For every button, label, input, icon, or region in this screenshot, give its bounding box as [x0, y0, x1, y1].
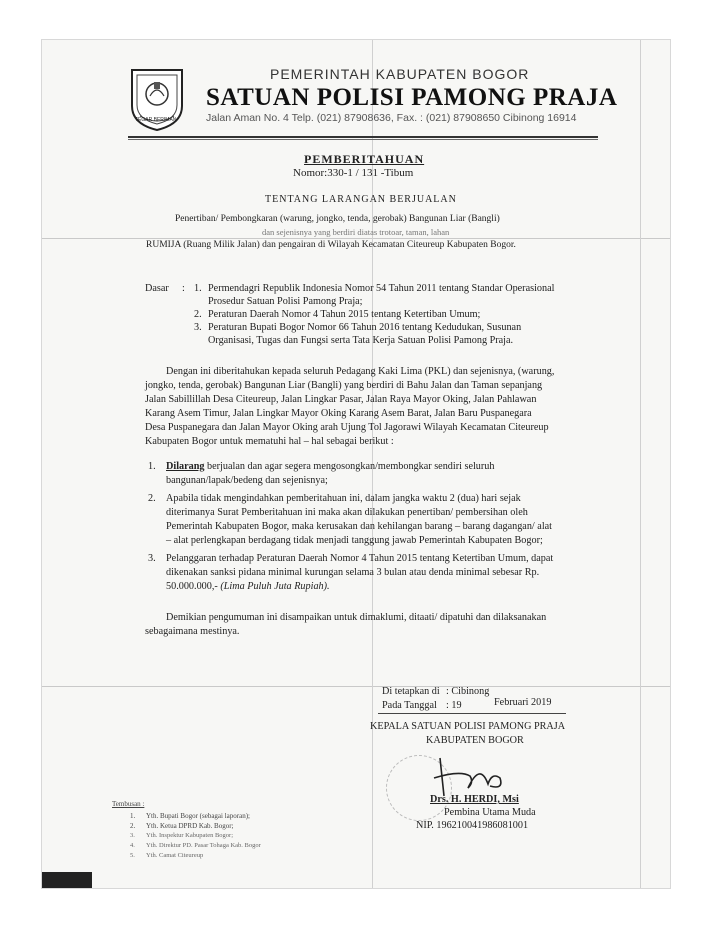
cc-number: 5.	[130, 852, 135, 859]
dasar-label: Dasar	[145, 283, 169, 294]
cc-item: Yth. Bupati Bogor (sebagai laporan);	[146, 812, 251, 820]
scan-edge	[42, 872, 92, 888]
point-bold-word: Dilarang	[166, 461, 205, 472]
point-text-rest: berjualan dan agar segera mengosongkan/membongkar sendiri seluruh	[204, 461, 495, 472]
cc-number: 2.	[130, 822, 136, 830]
dasar-colon: :	[182, 283, 185, 294]
intro-line: Karang Asem Timur, Jalan Lingkar Mayor Oking Karang Asem Barat, Jalan Baru Puspanegara	[145, 408, 532, 419]
point-number: 2.	[148, 493, 156, 504]
point-text: Pemerintah Kabupaten Bogor, maka kerusakan dan kehilangan barang – barang dagangan/ alat	[166, 521, 553, 532]
closing-line: Demikian pengumuman ini disampaikan untuk dimaklumi, ditaati/ dipatuhi dan dilaksanakan	[166, 612, 547, 623]
letter-number: Nomor:330-1 / 131 -Tibum	[293, 167, 414, 179]
point-text: dikenakan sanksi pidana minimal kurungan selama 3 bulan atau denda minimal sebesar Rp.	[166, 567, 540, 578]
closing-line: sebagaimana mestinya.	[145, 626, 240, 637]
point-number: 1.	[148, 461, 156, 472]
point-text: diterimanya Surat Pemberitahuan ini maka akan dilakukan penertiban/ pembersihan oleh	[166, 507, 528, 518]
date-label: Pada Tanggal	[382, 700, 437, 711]
subject-line: dan sejenisnya yang berdiri diatas trotoar, taman, lahan	[262, 227, 450, 237]
signatory-nip: NIP. 196210041986081001	[416, 820, 529, 831]
emblem-motto: TEGAR BERIMAN	[135, 117, 177, 123]
point-text: Apabila tidak mengindahkan pemberitahuan ini, dalam jangka waktu 2 (dua) hari sejak	[166, 493, 521, 504]
point-text: Pelanggaran terhadap Peraturan Daerah Nomor 4 Tahun 2015 tentang Ketertiban Umum, dapat	[166, 553, 554, 564]
dasar-number: 1.	[194, 283, 202, 294]
date-day: : 19	[446, 700, 462, 711]
dasar-number: 2.	[194, 309, 202, 320]
intro-line: jongko, tenda, gerobak) Bangunan Liar (Bangli) yang berdiri di Bahu Jalan dan Taman sepanjang	[145, 380, 543, 391]
cc-number: 1.	[130, 812, 136, 820]
cc-item: Yth. Ketua DPRD Kab. Bogor;	[146, 822, 234, 830]
dasar-number: 3.	[194, 322, 202, 333]
fine-amount-words: (Lima Puluh Juta Rupiah).	[220, 581, 330, 592]
cc-title: Tembusan :	[112, 800, 145, 808]
fine-amount: 50.000.000,-	[166, 581, 221, 592]
letterhead-rule	[128, 136, 598, 138]
letterhead-agency: SATUAN POLISI PAMONG PRAJA	[206, 84, 618, 111]
letterhead-government: PEMERINTAH KABUPATEN BOGOR	[270, 66, 530, 82]
point-text	[166, 461, 494, 472]
place-label: Di tetapkan di	[382, 686, 440, 697]
dasar-text: Prosedur Satuan Polisi Pamong Praja;	[208, 296, 363, 307]
intro-line: Desa Puspanegara dan Jalan Mayor Oking arah Ujung Tol Jagorawi Wilayah Kecamatan Citeureup	[145, 422, 549, 433]
subject-line: RUMIJA (Ruang Milik Jalan) dan pengairan di Wilayah Kecamatan Citeureup Kabupaten Bogor.	[146, 240, 516, 250]
intro-line: Dengan ini diberitahukan kepada seluruh Pedagang Kaki Lima (PKL) dan sejenisnya, (warung,	[166, 366, 555, 377]
date-underline	[378, 713, 566, 714]
fold-line	[42, 686, 670, 687]
dasar-text: Peraturan Bupati Bogor Nomor 66 Tahun 2016 tentang Kedudukan, Susunan	[208, 322, 522, 333]
cc-item: Yth. Camat Citeureup	[146, 852, 204, 859]
cc-item: Yth. Direktur PD. Pasar Tohaga Kab. Bogor	[146, 842, 261, 849]
point-text	[166, 581, 330, 592]
fold-line	[640, 40, 641, 888]
signatory-position: KEPALA SATUAN POLISI PAMONG PRAJA	[370, 721, 566, 732]
point-number: 3.	[148, 553, 156, 564]
dasar-text: Organisasi, Tugas dan Fungsi serta Tata Kerja Satuan Polisi Pamong Praja.	[208, 335, 514, 346]
letterhead-address: Jalan Aman No. 4 Telp. (021) 87908636, Fax. : (021) 87908650 Cibinong 16914	[206, 112, 577, 124]
letter-title: PEMBERITAHUAN	[304, 152, 425, 166]
signatory-name: Drs. H. HERDI, Msi	[430, 794, 519, 805]
point-text: – alat perlengkapan berdagang tidak menjadi tanggung jawab Pemerintah Kabupaten Bogor;	[166, 535, 543, 546]
cc-number: 3.	[130, 832, 135, 839]
cc-item: Yth. Inspektur Kabupaten Bogor;	[146, 832, 234, 839]
signatory-rank: Pembina Utama Muda	[444, 807, 536, 818]
letterhead-rule	[128, 139, 598, 140]
intro-line: Kabupaten Bogor untuk mematuhi hal – hal sebagai berikut :	[145, 436, 394, 447]
dasar-text: Peraturan Daerah Nomor 4 Tahun 2015 tentang Ketertiban Umum;	[208, 309, 481, 320]
cc-number: 4.	[130, 842, 135, 849]
subject-line: Penertiban/ Pembongkaran (warung, jongko, tenda, gerobak) Bangunan Liar (Bangli)	[175, 214, 500, 224]
intro-line: Jalan Sabillillah Desa Citeureup, Jalan Lingkar Pasar, Jalan Raya Mayor Oking, Jalan Pahlawan	[145, 394, 537, 405]
point-text: bangunan/lapak/bedeng dan sejenisnya;	[166, 475, 328, 486]
date-month-year: Februari 2019	[494, 697, 552, 708]
fold-line	[42, 238, 670, 239]
letter-subject-heading: TENTANG LARANGAN BERJUALAN	[265, 194, 457, 205]
signatory-region: KABUPATEN BOGOR	[426, 735, 524, 746]
place-value: : Cibinong	[446, 686, 490, 697]
dasar-text: Permendagri Republik Indonesia Nomor 54 Tahun 2011 tentang Standar Operasional	[208, 283, 555, 294]
